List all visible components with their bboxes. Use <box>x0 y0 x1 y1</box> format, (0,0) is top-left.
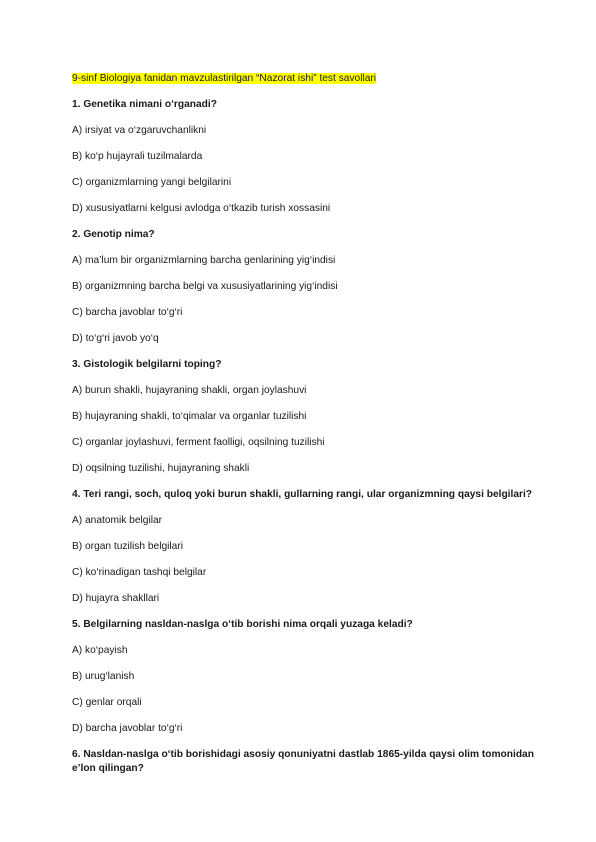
question-block-3 <box>72 358 536 476</box>
answer-option: A) anatomik belgilar <box>72 515 163 526</box>
document-title-text: 9-sinf Biologiya fanidan mavzulastirilgan “Nazorat ishi” test savollari <box>72 73 377 84</box>
answer-option: D) to‘g‘ri javob yo‘q <box>72 333 159 344</box>
answer-option: B) hujayraning shakli, to‘qimalar va organlar tuzilishi <box>72 411 307 422</box>
question-block-5 <box>72 618 536 736</box>
answer-option: D) barcha javoblar to‘g‘ri <box>72 723 183 734</box>
answer-option: D) oqsilning tuzilishi, hujayraning shakli <box>72 463 250 474</box>
answer-option: B) organ tuzilish belgilari <box>72 541 183 552</box>
question-text: 5. Belgilarning nasldan-naslga o‘tib borishi nima orqali yuzaga keladi? <box>72 619 413 630</box>
question-text: 1. Genetika nimani o‘rganadi? <box>72 99 217 110</box>
document-title <box>72 72 536 86</box>
question-block-6 <box>72 748 536 776</box>
answer-option: D) hujayra shakllari <box>72 593 160 604</box>
question-block-4 <box>72 488 536 606</box>
answer-option: A) burun shakli, hujayraning shakli, organ joylashuvi <box>72 385 307 396</box>
answer-option: C) genlar orqali <box>72 697 142 708</box>
answer-option: C) barcha javoblar to‘g‘ri <box>72 307 183 318</box>
question-block-1 <box>72 98 536 216</box>
answer-option: A) ko‘payish <box>72 645 128 656</box>
question-text: 2. Genotip nima? <box>72 229 155 240</box>
answer-option: B) urug‘lanish <box>72 671 135 682</box>
question-text: 6. Nasldan-naslga o‘tib borishidagi asosiy qonuniyatni dastlab 1865-yilda qaysi olim tomonidan e’lon qilingan? <box>72 749 534 774</box>
answer-option: C) organlar joylashuvi, ferment faolligi, oqsilning tuzilishi <box>72 437 325 448</box>
answer-option: B) organizmning barcha belgi va xususiyatlarining yig‘indisi <box>72 281 338 292</box>
answer-option: B) ko‘p hujayrali tuzilmalarda <box>72 151 203 162</box>
answer-option: A) irsiyat va o‘zgaruvchanlikni <box>72 125 207 136</box>
answer-option: C) organizmlarning yangi belgilarini <box>72 177 232 188</box>
question-text: 4. Teri rangi, soch, quloq yoki burun shakli, gullarning rangi, ular organizmning qaysi belgilari? <box>72 489 533 500</box>
answer-option: A) ma’lum bir organizmlarning barcha genlarining yig‘indisi <box>72 255 336 266</box>
answer-option: C) ko‘rinadigan tashqi belgilar <box>72 567 207 578</box>
question-block-2 <box>72 228 536 346</box>
question-text: 3. Gistologik belgilarni toping? <box>72 359 222 370</box>
answer-option: D) xususiyatlarni kelgusi avlodga o‘tkazib turish xossasini <box>72 203 331 214</box>
